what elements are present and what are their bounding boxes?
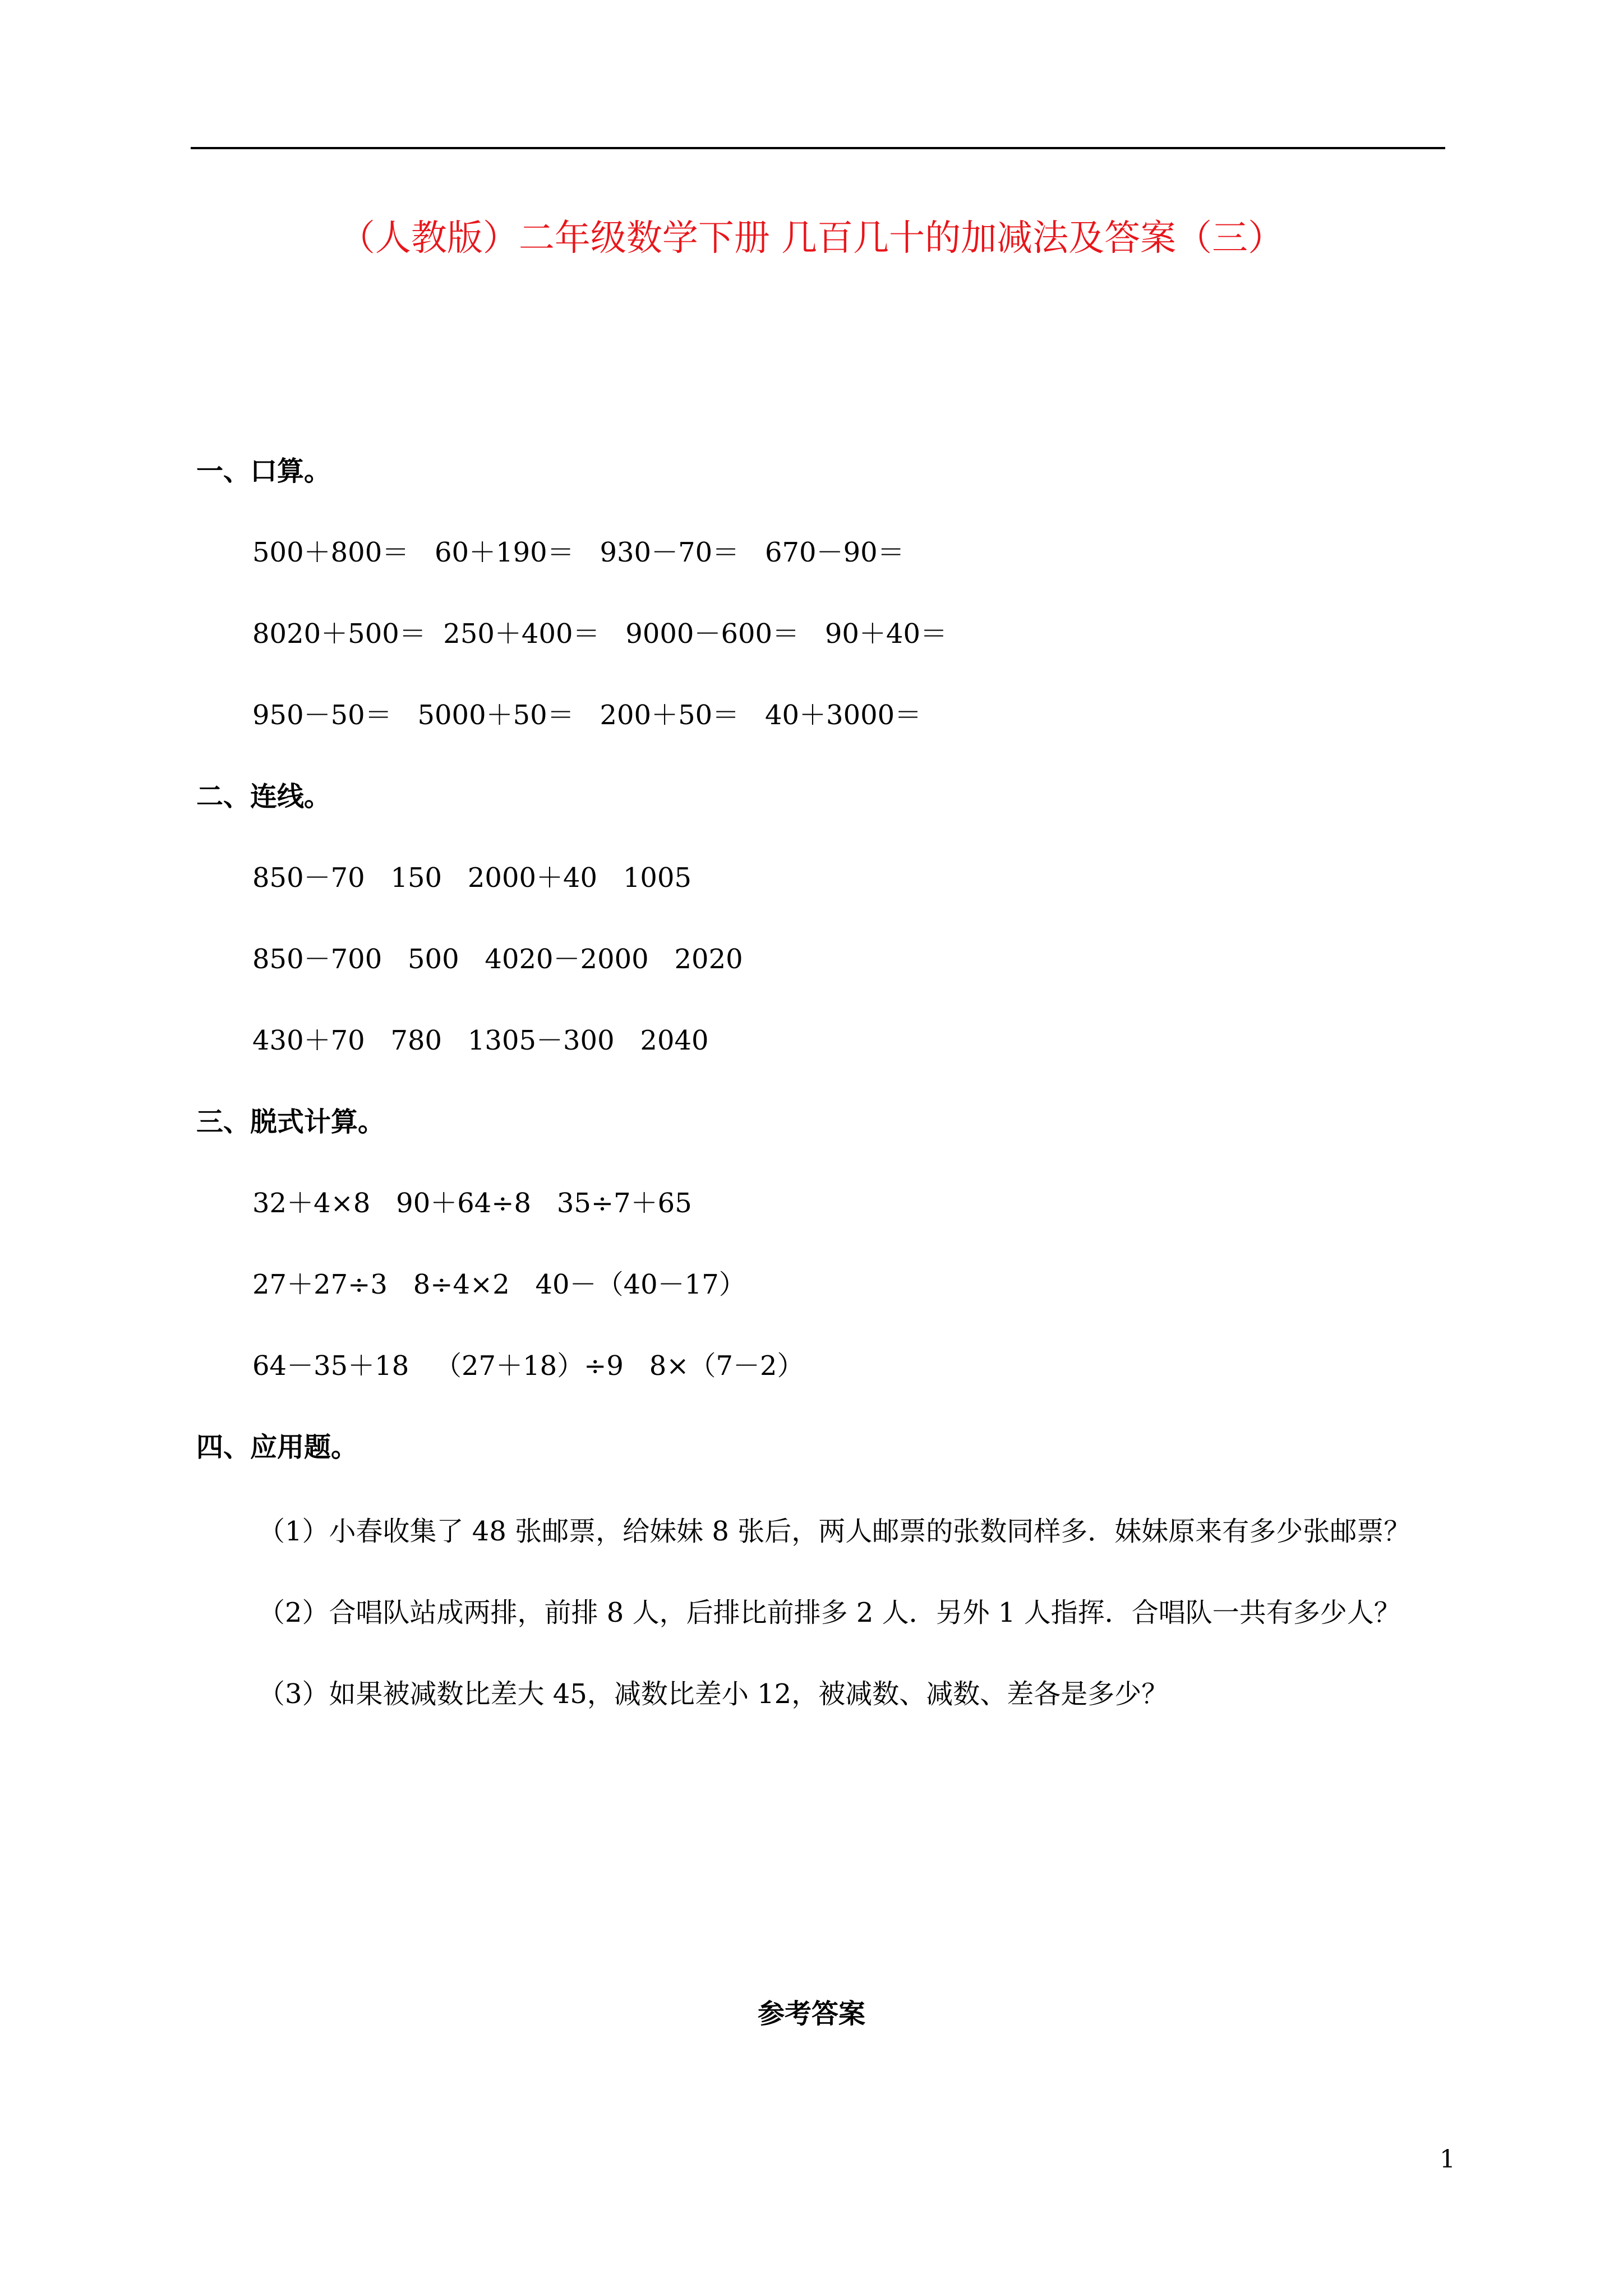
answer-heading: 参考答案 [757, 1998, 865, 2030]
oral-calc-line: 500＋800＝ 60＋190＝ 930－70＝ 670－90＝ [252, 537, 905, 568]
header-rule [191, 147, 1445, 149]
page-number: 1 [1440, 2145, 1455, 2174]
step-calc-line: 32＋4×8 90＋64÷8 35÷7＋65 [252, 1188, 692, 1219]
word-problem-3: （3）如果被减数比差大 45，减数比差小 12，被减数、减数、差各是多少？ [258, 1678, 1169, 1710]
step-calc-line: 64－35＋18 （27＋18）÷9 8×（7－2） [252, 1350, 804, 1382]
section-heading-word-problems: 四、应用题。 [196, 1432, 358, 1463]
section-heading-step-calc: 三、脱式计算。 [196, 1106, 385, 1138]
oral-calc-line: 950－50＝ 5000＋50＝ 200＋50＝ 40＋3000＝ [252, 700, 922, 731]
word-problem-1: （1）小春收集了 48 张邮票，给妹妹 8 张后，两人邮票的张数同样多．妹妹原来有多少张邮票？ [258, 1516, 1411, 1547]
matching-line: 430＋70 780 1305－300 2040 [252, 1025, 709, 1056]
word-problem-2: （2）合唱队站成两排，前排 8 人，后排比前排多 2 人．另外 1 人指挥．合唱队一共有多少人？ [258, 1597, 1401, 1628]
section-heading-matching: 二、连线。 [196, 781, 331, 812]
matching-line: 850－70 150 2000＋40 1005 [252, 862, 692, 894]
matching-line: 850－700 500 4020－2000 2020 [252, 944, 743, 975]
oral-calc-line: 8020＋500＝ 250＋400＝ 9000－600＝ 90＋40＝ [252, 618, 948, 650]
document-title: （人教版）二年级数学下册 几百几十的加减法及答案（三） [339, 218, 1284, 259]
step-calc-line: 27＋27÷3 8÷4×2 40－（40－17） [252, 1269, 746, 1300]
section-heading-oral-calc: 一、口算。 [196, 455, 331, 487]
